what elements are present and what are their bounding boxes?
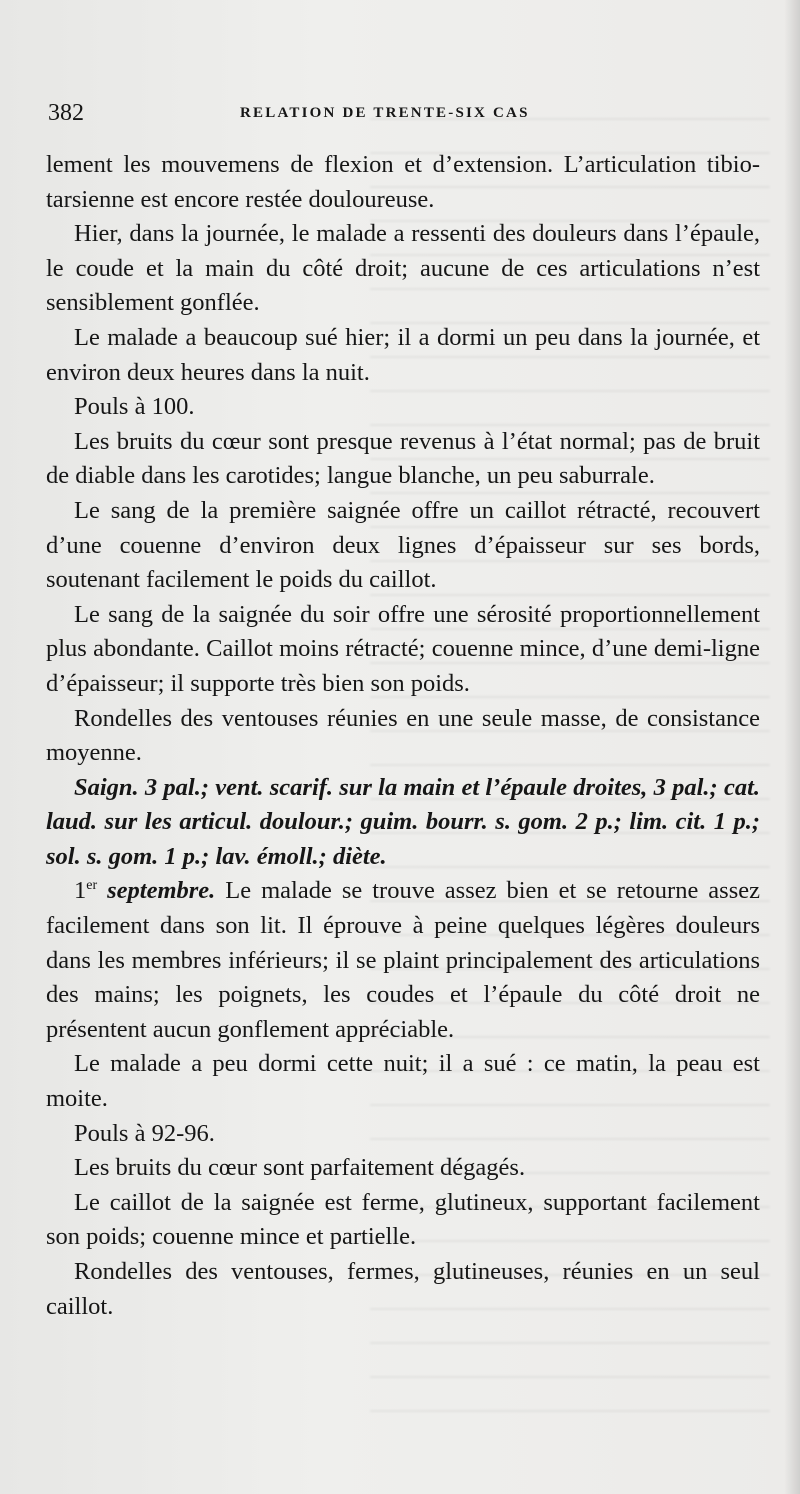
running-head: RELATION DE TRENTE-SIX CAS — [240, 105, 530, 121]
date-month: septembre. — [107, 877, 216, 905]
prescription: Saign. 3 pal.; vent. scarif. sur la main et l’épaule droites, 3 pal.; cat. laud. sur les articul. doulour.; guim. bourr. s. gom. 2 p.; lim. cit. 1 p.; sol. s. gom. 1 p.; lav. émoll.; diète. — [46, 773, 760, 870]
date-day: 1 — [74, 877, 87, 905]
paragraph-cupping-2: Rondelles des ventouses, fermes, glutineuses, réunies en un seul caillot. — [46, 1258, 760, 1320]
date-ordinal: er — [86, 878, 98, 894]
paragraph-pulse-2: Pouls à 92-96. — [74, 1119, 215, 1147]
page-number: 382 — [48, 100, 84, 126]
paragraph-clot: Le caillot de la saignée est ferme, glutineux, supportant facilement son poids; couenne mince et partielle. — [46, 1188, 760, 1251]
september-text: Le malade se trouve assez bien et se retourne assez facilement dans son lit. Il éprouve à peine quelques légères douleurs dans les membres inférieurs; il se plaint principalement des articulations des mains; les poignets, les coudes et l’épaule du côté droit ne présentent aucun gonflement appréciable. — [46, 877, 760, 1043]
paragraph-heart-2: Les bruits du cœur sont parfaitement dégagés. — [74, 1154, 526, 1182]
paragraph-sleep: Le malade a peu dormi cette nuit; il a sué : ce matin, la peau est moite. — [46, 1050, 760, 1113]
page-edge-shadow — [784, 0, 800, 1494]
paragraph-sweat-sleep: Le malade a beaucoup sué hier; il a dormi un peu dans la journée, et environ deux heures dans la nuit. — [46, 323, 760, 386]
paragraph-september-entry — [46, 874, 760, 1047]
page-header — [48, 100, 760, 130]
paragraph-evening-bleeding: Le sang de la saignée du soir offre une sérosité proportionnellement plus abondante. Caillot moins rétracté; couenne mince, d’une demi-ligne d’épaisseur; il supporte très bien son poids. — [46, 600, 760, 697]
body-text — [46, 148, 760, 1324]
paragraph-heart: Les bruits du cœur sont presque revenus à l’état normal; pas de bruit de diable dans les carotides; langue blanche, un peu saburrale. — [46, 427, 760, 490]
paragraph-pain: Hier, dans la journée, le malade a ressenti des douleurs dans l’épaule, le coude et la main du côté droit; aucune de ces articulations n’est sensiblement gonflée. — [46, 220, 760, 317]
paragraph-continued: lement les mouvemens de flexion et d’extension. L’articulation tibio-tarsienne est encore restée douloureuse. — [46, 151, 760, 213]
paragraph-cupping: Rondelles des ventouses réunies en une seule masse, de consistance moyenne. — [46, 704, 760, 767]
paragraph-pulse: Pouls à 100. — [74, 393, 195, 421]
paragraph-first-bleeding: Le sang de la première saignée offre un caillot rétracté, recouvert d’une couenne d’environ deux lignes d’épaisseur sur ses bords, soutenant facilement le poids du caillot. — [46, 496, 760, 594]
